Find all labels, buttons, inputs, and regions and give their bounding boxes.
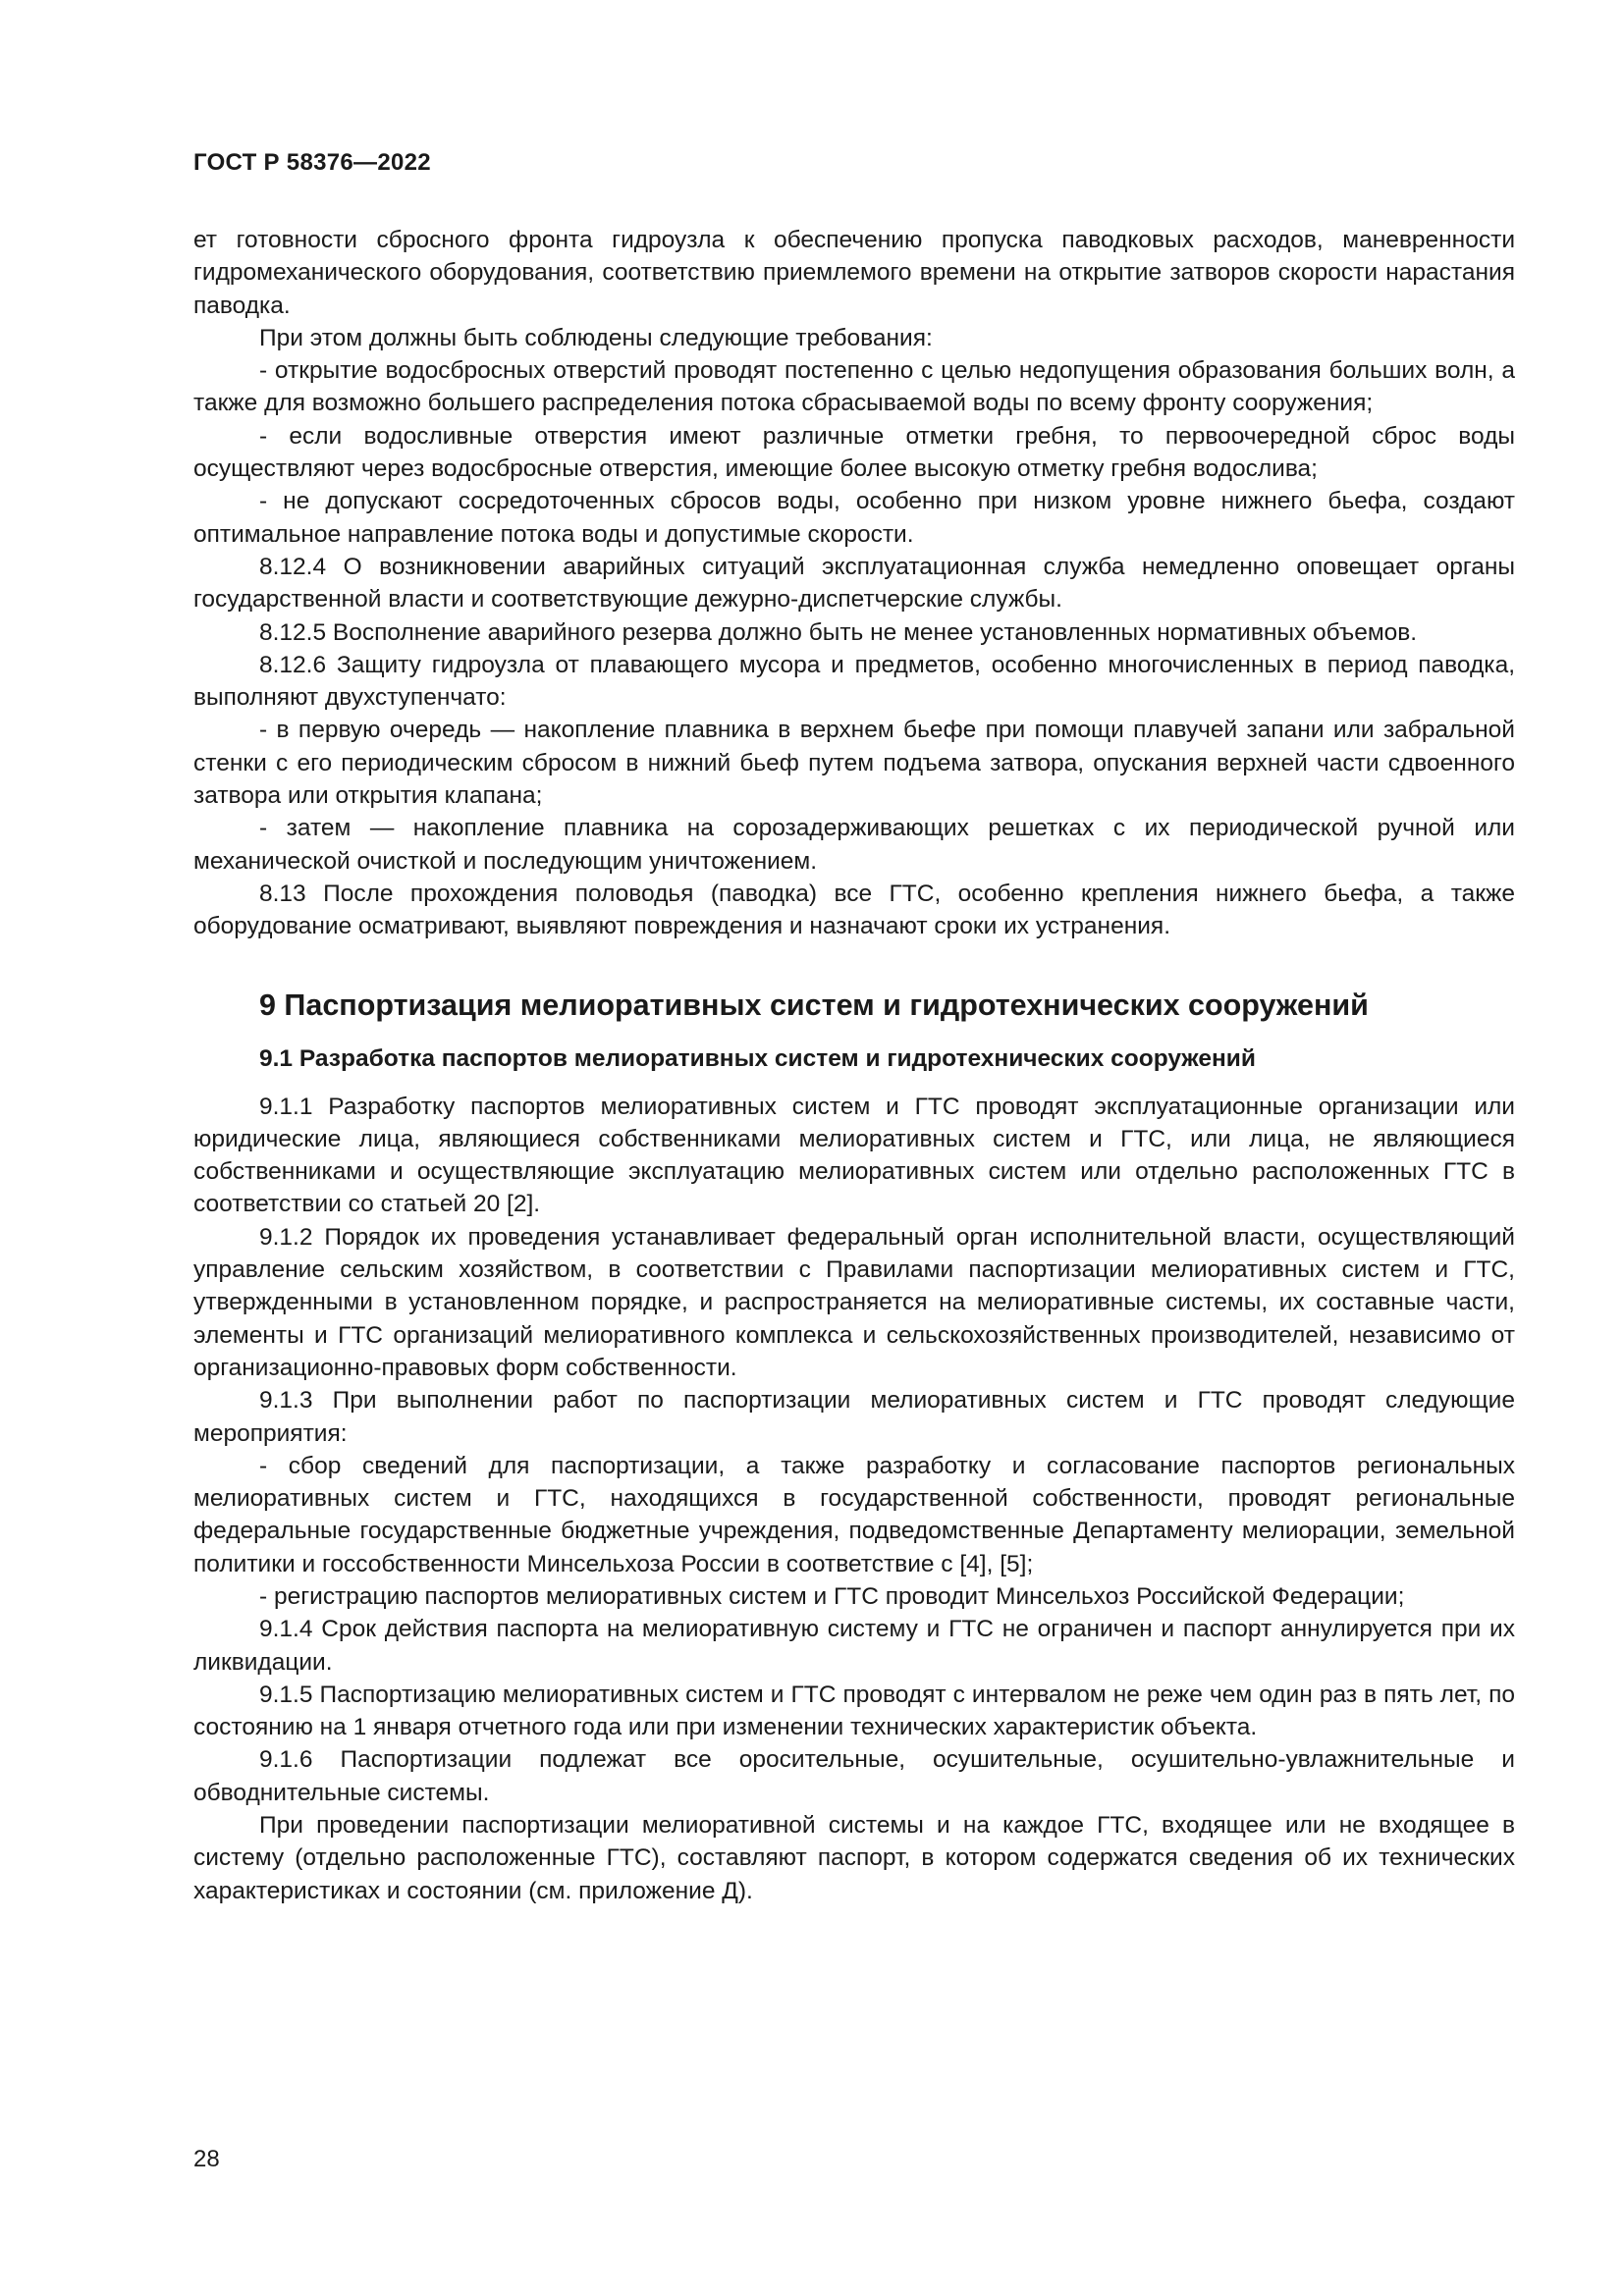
section-9-heading: 9 Паспортизация мелиоративных систем и гидротехнических сооружений: [259, 988, 1369, 1022]
paragraph: При проведении паспортизации мелиоративной системы и на каждое ГТС, входящее или не входящее в систему (отдельно расположенные ГТС), составляют паспорт, в котором содержатся сведения об их технических характеристиках и состоянии (см. приложение Д).: [193, 1812, 1515, 1904]
page-number: 28: [193, 2146, 220, 2172]
paragraph-8-12-4: 8.12.4 О возникновении аварийных ситуаций эксплуатационная служба немедленно оповещает органы государственной власти и соответствующие дежурно-диспетчерские службы.: [193, 553, 1515, 614]
list-item: - открытие водосбросных отверстий проводят постепенно с целью недопущения образования больших волн, а также для возможно большего распределения потока сбрасываемой воды по всему фронту сооружения;: [193, 357, 1515, 417]
paragraph: При этом должны быть соблюдены следующие требования:: [259, 324, 933, 351]
list-item: - сбор сведений для паспортизации, а также разработку и согласование паспортов региональных мелиоративных систем и ГТС, находящихся в государственной собственности, проводят региональные федеральные государственные бюджетные учреждения, подведомственные Департаменту мелиорации, земельной политики и госсобственности Минсельхоза России в соответствие с [4], [5];: [193, 1452, 1515, 1577]
paragraph-9-1-6: 9.1.6 Паспортизации подлежат все оросительные, осушительные, осушительно-увлажнительные и обводнительные системы.: [193, 1746, 1515, 1806]
page-content: [193, 224, 1515, 1907]
paragraph-8-12-5: 8.12.5 Восполнение аварийного резерва должно быть не менее установленных нормативных объемов.: [259, 618, 1418, 646]
paragraph-8-12-6: 8.12.6 Защиту гидроузла от плавающего мусора и предметов, особенно многочисленных в период паводка, выполняют двухступенчато:: [193, 651, 1515, 712]
paragraph-9-1-3: 9.1.3 При выполнении работ по паспортизации мелиоративных систем и ГТС проводят следующие мероприятия:: [193, 1387, 1515, 1447]
document-header: ГОСТ Р 58376—2022: [193, 149, 431, 176]
paragraph-continuation: ет готовности сбросного фронта гидроузла к обеспечению пропуска паводковых расходов, маневренности гидромеханического оборудования, соответствию приемлемого времени на открытие затворов скорости нарастания паводка.: [193, 227, 1515, 319]
paragraph-9-1-1: 9.1.1 Разработку паспортов мелиоративных систем и ГТС проводят эксплуатационные организации или юридические лица, являющиеся собственниками мелиоративных систем и ГТС, или лица, не являющиеся собственниками и осуществляющие эксплуатацию мелиоративных систем или отдельно расположенных ГТС в соответствии со статьей 20 [2].: [193, 1093, 1515, 1218]
paragraph-9-1-5: 9.1.5 Паспортизацию мелиоративных систем и ГТС проводят с интервалом не реже чем один раз в пять лет, по состоянию на 1 января отчетного года или при изменении технических характеристик объекта.: [193, 1681, 1515, 1741]
paragraph-9-1-2: 9.1.2 Порядок их проведения устанавливает федеральный орган исполнительной власти, осуществляющий управление сельским хозяйством, в соответствии с Правилами паспортизации мелиоративных систем и ГТС, утвержденными в установленном порядке, и распространяется на мелиоративные системы, их составные части, элементы и ГТС организаций мелиоративного комплекса и сельскохозяйственных производителей, независимо от организационно-правовых форм собственности.: [193, 1223, 1515, 1381]
section-9-1-subheading: 9.1 Разработка паспортов мелиоративных систем и гидротехнических сооружений: [259, 1044, 1256, 1072]
list-item: - если водосливные отверстия имеют различные отметки гребня, то первоочередной сброс воды осуществляют через водосбросные отверстия, имеющие более высокую отметку гребня водослива;: [193, 422, 1515, 483]
paragraph-8-13: 8.13 После прохождения половодья (паводка) все ГТС, особенно крепления нижнего бьефа, а также оборудование осматривают, выявляют повреждения и назначают сроки их устранения.: [193, 880, 1515, 940]
list-item: - регистрацию паспортов мелиоративных систем и ГТС проводит Минсельхоз Российской Федерации;: [259, 1582, 1405, 1610]
list-item: - в первую очередь — накопление плавника в верхнем бьефе при помощи плавучей запани или забральной стенки с его периодическим сбросом в нижний бьеф путем подъема затвора, опускания верхней части сдвоенного затвора или открытия клапана;: [193, 717, 1515, 810]
paragraph-9-1-4: 9.1.4 Срок действия паспорта на мелиоративную систему и ГТС не ограничен и паспорт аннулируется при их ликвидации.: [193, 1616, 1515, 1676]
list-item: - не допускают сосредоточенных сбросов воды, особенно при низком уровне нижнего бьефа, создают оптимальное направление потока воды и допустимые скорости.: [193, 488, 1515, 548]
list-item: - затем — накопление плавника на сорозадерживающих решетках с их периодической ручной или механической очисткой и последующим уничтожением.: [193, 815, 1515, 875]
